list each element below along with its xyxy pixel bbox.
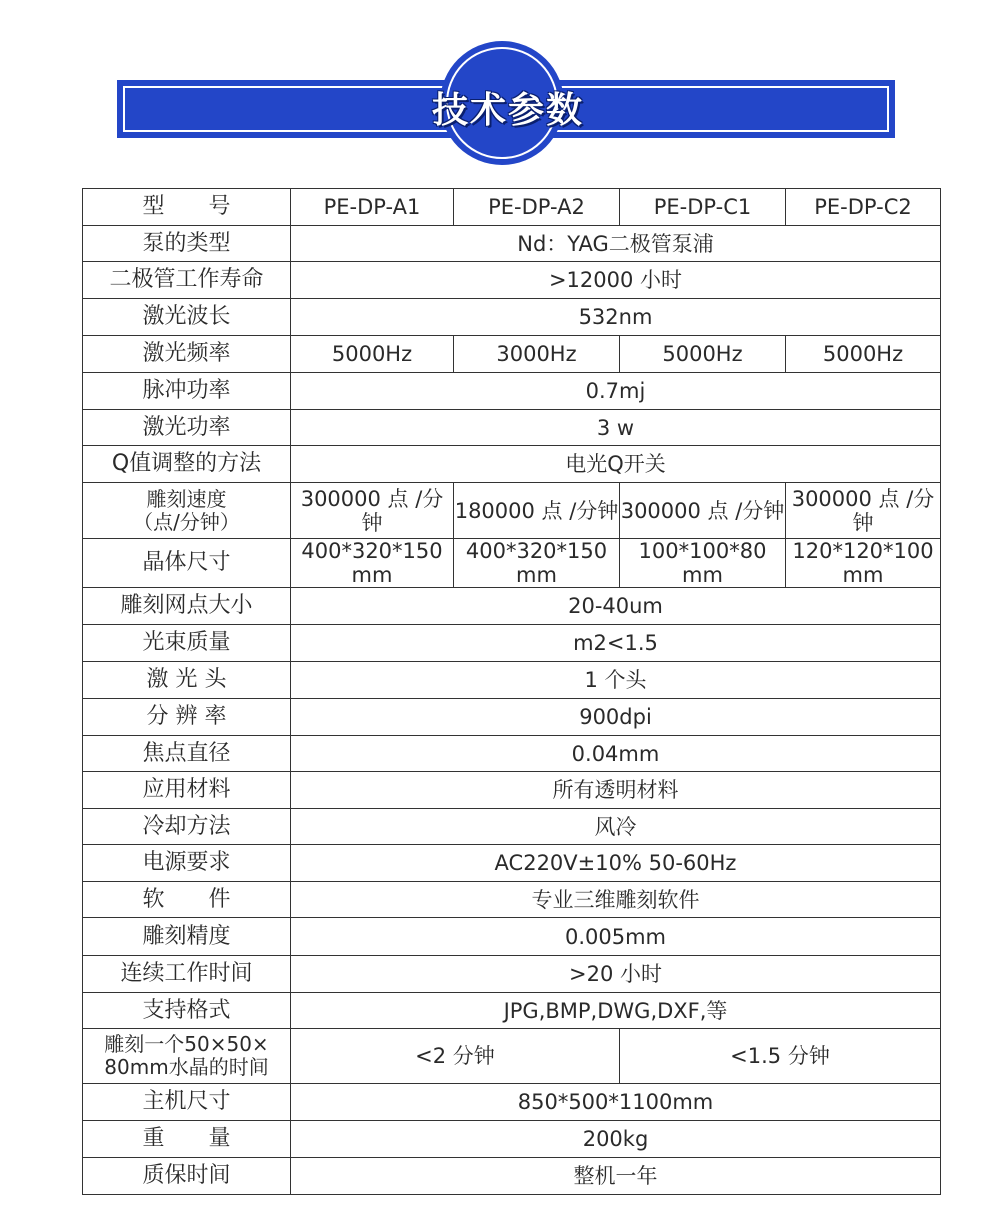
row-label: 质保时间 [83,1158,291,1195]
table-row [83,918,941,956]
table-row [83,588,941,625]
row-label: 光束质量 [83,625,291,662]
table-row [83,699,941,736]
row-label: 雕刻精度 [83,918,291,956]
table-row [83,1029,941,1084]
row-label: 软 件 [83,882,291,918]
row-value: 0.04mm [291,736,941,772]
row-value: 300000 点 /分钟 [786,483,941,539]
row-value: <1.5 分钟 [620,1029,941,1084]
spec-table [82,188,941,1195]
table-row [83,446,941,483]
row-value: 5000Hz [620,336,786,373]
table-row [83,483,941,539]
table-row [83,410,941,446]
model-a2: PE-DP-A2 [454,189,620,226]
row-value: 900dpi [291,699,941,736]
table-row [83,882,941,918]
table-row [83,625,941,662]
row-value: 3 w [291,410,941,446]
table-row [83,736,941,772]
model-a1: PE-DP-A1 [291,189,454,226]
row-label: 电源要求 [83,845,291,882]
row-value: 200kg [291,1121,941,1158]
row-value: JPG,BMP,DWG,DXF,等 [291,993,941,1029]
table-row [83,1084,941,1121]
row-label: 主机尺寸 [83,1084,291,1121]
row-value: 0.005mm [291,918,941,956]
row-value: >20 小时 [291,956,941,993]
row-value: 5000Hz [786,336,941,373]
row-value: AC220V±10% 50-60Hz [291,845,941,882]
row-label: 分 辨 率 [83,699,291,736]
row-label: 激光频率 [83,336,291,373]
table-row [83,299,941,336]
row-label: 激光波长 [83,299,291,336]
row-label: 型 号 [83,189,291,226]
table-row [83,993,941,1029]
row-value: 20-40um [291,588,941,625]
row-label [83,1029,291,1084]
row-value: 电光Q开关 [291,446,941,483]
table-row [83,845,941,882]
row-label: 泵的类型 [83,226,291,262]
row-label-line: 雕刻速度 [146,486,227,511]
row-value: 120*120*100 mm [786,539,941,588]
table-row [83,956,941,993]
row-label [83,483,291,539]
row-value: m2<1.5 [291,625,941,662]
row-value: >12000 小时 [291,262,941,299]
row-label: 焦点直径 [83,736,291,772]
row-label: 激 光 头 [83,662,291,699]
row-value: 532nm [291,299,941,336]
table-row [83,373,941,410]
row-value: 300000 点 /分钟 [620,483,786,539]
row-value: 300000 点 /分钟 [291,483,454,539]
table-row [83,1121,941,1158]
model-c2: PE-DP-C2 [786,189,941,226]
row-value: 整机一年 [291,1158,941,1195]
row-value: 180000 点 /分钟 [454,483,620,539]
row-label: 二极管工作寿命 [83,262,291,299]
row-value: 3000Hz [454,336,620,373]
row-label: 脉冲功率 [83,373,291,410]
row-value: 风冷 [291,809,941,845]
table-row [83,662,941,699]
row-label-line: 80mm水晶的时间 [104,1055,269,1079]
row-value: 1 个头 [291,662,941,699]
table-row [83,539,941,588]
row-value: 400*320*150 mm [454,539,620,588]
table-row [83,226,941,262]
row-label: 晶体尺寸 [83,539,291,588]
row-label: 支持格式 [83,993,291,1029]
table-row [83,772,941,809]
row-label: 应用材料 [83,772,291,809]
row-value: 850*500*1100mm [291,1084,941,1121]
row-value: <2 分钟 [291,1029,620,1084]
row-label-line: 雕刻一个50×50× [104,1032,269,1056]
table-row [83,1158,941,1195]
table-row [83,336,941,373]
row-value: 100*100*80 mm [620,539,786,588]
row-label: 冷却方法 [83,809,291,845]
model-c1: PE-DP-C1 [620,189,786,226]
row-value: 所有透明材料 [291,772,941,809]
row-value: 5000Hz [291,336,454,373]
page-title: 技术参数 [431,90,584,131]
row-label: 激光功率 [83,410,291,446]
row-value: 0.7mj [291,373,941,410]
row-value: 400*320*150 mm [291,539,454,588]
row-label: Q值调整的方法 [83,446,291,483]
row-value: 专业三维雕刻软件 [291,882,941,918]
row-label: 重 量 [83,1121,291,1158]
row-label-line: （点/分钟） [133,509,240,534]
table-row [83,262,941,299]
row-label: 连续工作时间 [83,956,291,993]
table-row [83,809,941,845]
table-row-model [83,189,941,226]
row-label: 雕刻网点大小 [83,588,291,625]
row-value: Nd：YAG二极管泵浦 [291,226,941,262]
